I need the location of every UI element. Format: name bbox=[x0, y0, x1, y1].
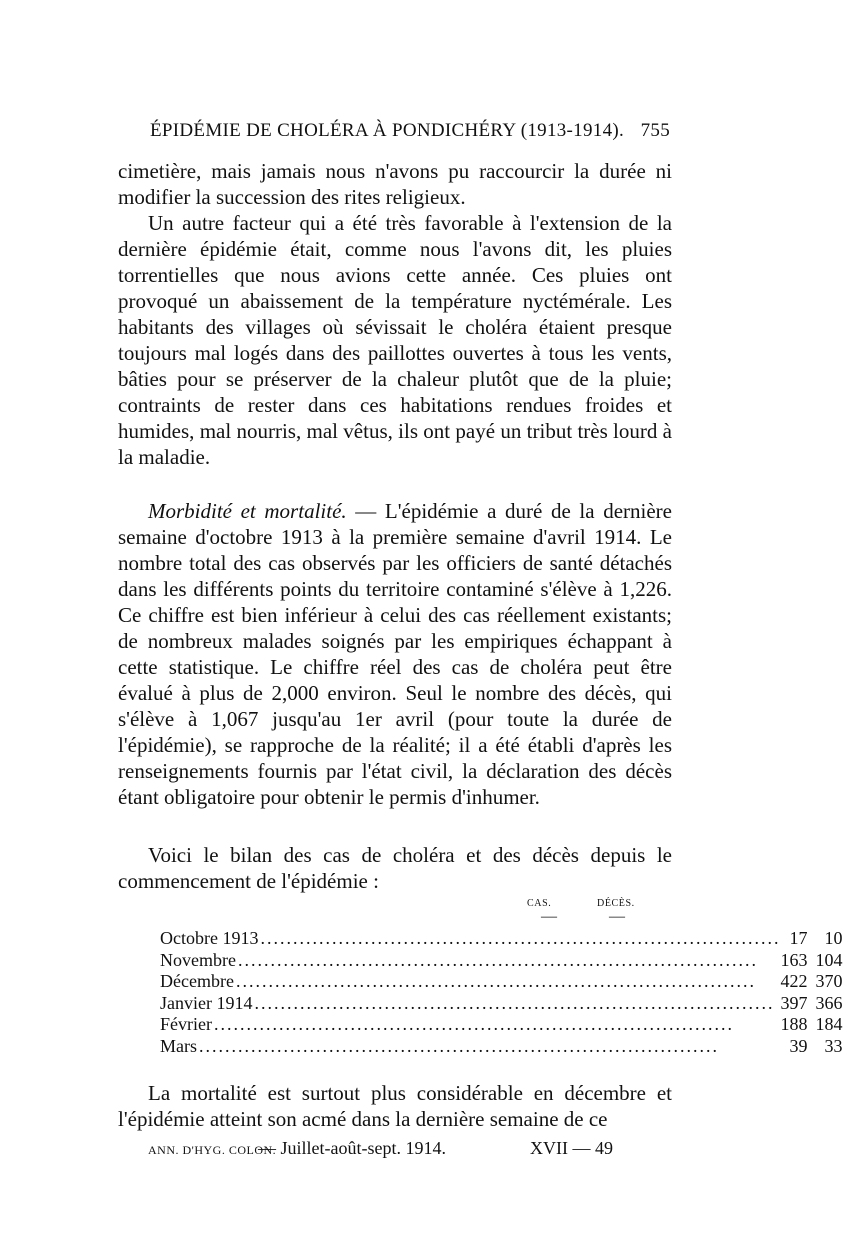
month-cell bbox=[160, 971, 780, 993]
page-number: 755 bbox=[640, 120, 670, 141]
month-cell bbox=[160, 1014, 780, 1036]
month-cell bbox=[160, 950, 780, 972]
month-label: Janvier 1914 bbox=[160, 992, 253, 1013]
cases-cell: 397 bbox=[780, 992, 808, 1013]
deaths-cell: 33 bbox=[824, 1035, 843, 1056]
table-row bbox=[160, 1014, 848, 1036]
month-label: Février bbox=[160, 1014, 212, 1034]
paragraph-4: Voici le bilan des cas de choléra et des décès depuis le commencement de l'épidémie : bbox=[118, 843, 672, 893]
cases-cell: 188 bbox=[780, 1014, 808, 1034]
deaths-cell: 104 bbox=[815, 949, 843, 970]
month-label: Décembre bbox=[160, 971, 234, 991]
leader-dots: ................................................................................ bbox=[199, 1035, 719, 1056]
deaths-cell: 370 bbox=[815, 971, 843, 991]
column-header-deaths: DÉCÈS. bbox=[597, 898, 635, 909]
month-label: Novembre bbox=[160, 949, 236, 970]
deaths-cell: 366 bbox=[815, 992, 843, 1013]
leader-dots: ................................................................................ bbox=[260, 928, 781, 948]
paragraph-5: La mortalité est surtout plus considérable en décembre et l'épidémie atteint son acmé dans la dernière semaine de ce bbox=[118, 1081, 672, 1131]
column-dash-cases: — bbox=[541, 908, 557, 925]
cholera-statistics-table bbox=[160, 928, 848, 1057]
table-row bbox=[160, 950, 848, 972]
footer-journal: ANN. D'HYG. COLON. bbox=[148, 1143, 277, 1157]
footer-date: — Juillet-août-sept. 1914. bbox=[258, 1138, 446, 1158]
month-cell bbox=[160, 993, 780, 1015]
section-heading: Morbidité et mortalité. bbox=[148, 499, 347, 523]
month-cell bbox=[160, 1036, 780, 1058]
paragraph-3 bbox=[118, 498, 672, 810]
column-dash-deaths: — bbox=[609, 908, 625, 925]
cases-cell: 163 bbox=[780, 949, 808, 970]
leader-dots: ................................................................................ bbox=[235, 971, 756, 991]
running-title: ÉPIDÉMIE DE CHOLÉRA À PONDICHÉRY (1913-1914). bbox=[150, 120, 625, 141]
cases-cell: 17 bbox=[789, 928, 808, 948]
table-row bbox=[160, 993, 848, 1015]
paragraph-2: Un autre facteur qui a été très favorable à l'extension de la dernière épidémie était, comme nous l'avons dit, les pluies torrentielles que nous avions cette année. Ces pluies ont provoqué un abaissement de la température nyctémérale. Les habitants des villages où sévissait le choléra étaient presque toujours mal logés dans des paillottes ouvertes à tous les vents, bâties pour se préserver de la chaleur plutôt que de la pluie; contraints de rester dans ces habitations rendues froides et humides, mal nourris, mal vêtus, ils ont payé un tribut très lourd à la maladie. bbox=[118, 211, 672, 469]
month-cell bbox=[160, 928, 780, 950]
deaths-cell: 184 bbox=[815, 1014, 843, 1034]
table-row bbox=[160, 971, 848, 993]
running-header bbox=[150, 120, 670, 142]
deaths-cell: 10 bbox=[824, 928, 843, 948]
paragraph-3-text: — L'épidémie a duré de la dernière semaine d'octobre 1913 à la première semaine d'avril 1914. Le nombre total des cas observés par les officiers de santé détachés dans les différents points du territoire contaminé s'élève à 1,226. Ce chiffre est bien inférieur à celui des cas réellement existants; de nombreux malades soignés par les empiriques échappant à cette statistique. Le chiffre réel des cas de choléra peut être évalué à plus de 2,000 environ. Seul le nombre des décès, qui s'élève à 1,067 jusqu'au 1er avril (pour toute la durée de l'épidémie), se rapproche de la réalité; il a été établi d'après les renseignements fournis par l'état civil, la déclaration des décès étant obligatoire pour obtenir le permis d'inhumer. bbox=[118, 499, 672, 809]
month-label: Octobre 1913 bbox=[160, 928, 259, 948]
paragraph-1: cimetière, mais jamais nous n'avons pu raccourcir la durée ni modifier la succession des rites religieux. bbox=[118, 159, 672, 209]
leader-dots: ................................................................................ bbox=[213, 1014, 734, 1034]
month-label: Mars bbox=[160, 1035, 197, 1056]
table-row bbox=[160, 1036, 848, 1058]
column-header-cases: CAS. bbox=[527, 898, 552, 909]
table-row bbox=[160, 928, 848, 950]
cases-cell: 39 bbox=[789, 1035, 808, 1056]
leader-dots: ................................................................................ bbox=[254, 992, 775, 1013]
cases-cell: 422 bbox=[780, 971, 808, 991]
footer-signature: XVII — 49 bbox=[530, 1138, 613, 1158]
leader-dots: ................................................................................ bbox=[237, 949, 758, 970]
